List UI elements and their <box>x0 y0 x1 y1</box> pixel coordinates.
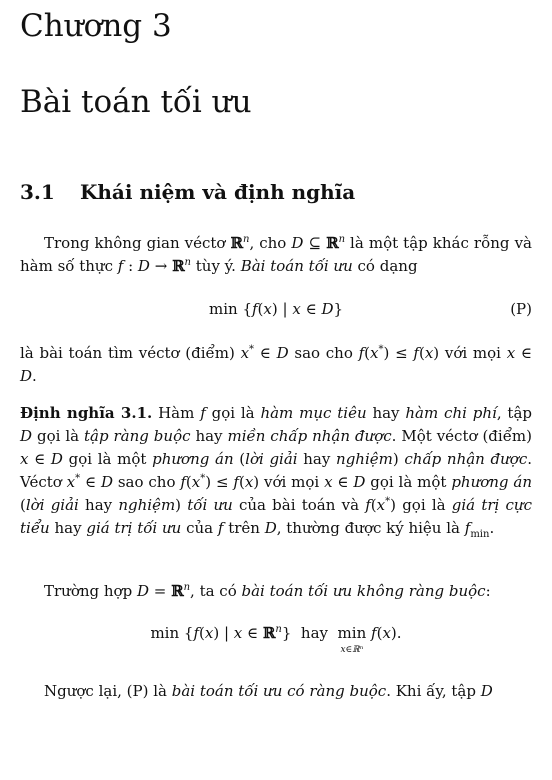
equation-p: min {f(x) | x ∈ D} (P) <box>20 298 532 321</box>
paragraph-problem: là bài toán tìm véctơ (điểm) x* ∈ D sao cho f(x*) ≤ f(x) với mọi x ∈ D. <box>20 344 533 385</box>
chapter-title: Bài toán tối ưu <box>20 84 252 120</box>
paragraph-intro: Trong không gian véctơ ℝ$^n$, cho D ⊆ ℝ$^n$ là một tập khác rỗng và hàm số thực f : D → ℝ$^n$ tùy ý. Bài toán tối ưu có dạng <box>20 234 533 275</box>
paragraph-unconstrained: Trường hợp D = ℝ$^n$, ta có bài toán tối ưu không ràng buộc: <box>44 582 491 600</box>
chapter-label: Chương 3 <box>20 8 172 44</box>
equation-unconstrained: min {f(x) | x ∈ ℝ$^n$} hay min x∈ℝⁿ f(x). <box>150 624 402 655</box>
definition-label: Định nghĩa 3.1. <box>20 404 153 422</box>
section-number: 3.1 <box>20 180 55 204</box>
definition-3-1: Định nghĩa 3.1. Hàm f gọi là hàm mục tiêu hay hàm chi phí, tập D gọi là tập ràng buộc hay miền chấp nhận được. Một véctơ (điểm) x ∈ D gọi là một phương án (lời giải hay nghiệm) chấp nhận được. Véctơ x* ∈ D sao cho f(x*) ≤ f(x) với mọi x ∈ D gọi là một phương án (lời giải hay nghiệm) tối ưu của bài toán và f(x*) gọi là giá trị cực tiểu hay giá trị tối ưu của f trên D, thường được ký hiệu là $f_{min}$. <box>20 404 532 540</box>
equation-tag: (P) <box>510 300 532 318</box>
section-heading <box>20 180 355 204</box>
section-title: Khái niệm và định nghĩa <box>80 180 356 204</box>
paragraph-constrained: Ngược lại, (P) là bài toán tối ưu có ràng buộc. Khi ấy, tập D <box>44 682 493 700</box>
